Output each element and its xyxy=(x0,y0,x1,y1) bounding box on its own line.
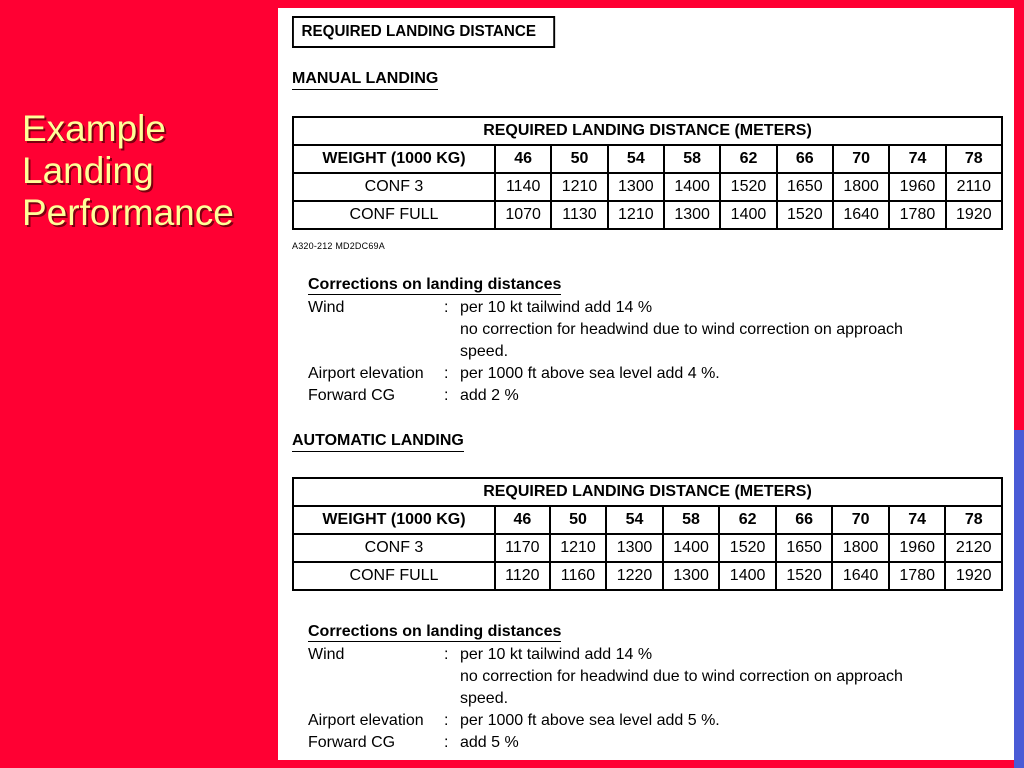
correction-colon: : xyxy=(444,299,449,316)
weight-col: 46 xyxy=(495,145,551,173)
table-cell: 1300 xyxy=(663,562,720,590)
table-cell: 1400 xyxy=(664,173,720,201)
weight-col: 66 xyxy=(776,506,833,534)
table-cell: 1140 xyxy=(495,173,551,201)
table-cell: 1520 xyxy=(720,173,776,201)
table-cell: 1400 xyxy=(663,534,720,562)
slide-title-line: Landing xyxy=(22,150,154,191)
correction-line: speed. xyxy=(460,690,509,707)
weight-col: 58 xyxy=(663,506,720,534)
decorative-blue-bar xyxy=(1014,430,1024,768)
table-cell: 1300 xyxy=(664,201,720,229)
correction-line: add 5 % xyxy=(460,734,519,751)
weight-col: 62 xyxy=(719,506,776,534)
automatic-corrections xyxy=(308,623,998,754)
correction-text xyxy=(460,297,998,363)
table-cell: 1210 xyxy=(551,173,607,201)
document-heading: REQUIRED LANDING DISTANCE xyxy=(292,16,555,48)
table-cell: 1300 xyxy=(608,173,664,201)
correction-line: add 2 % xyxy=(460,387,519,404)
weight-col: 70 xyxy=(832,506,889,534)
table-row xyxy=(293,173,1002,201)
correction-colon: : xyxy=(444,646,449,663)
table-cell: 2120 xyxy=(945,534,1002,562)
table-cell: 1400 xyxy=(720,201,776,229)
table-cell: 1120 xyxy=(495,562,550,590)
row-label: CONF FULL xyxy=(293,201,495,229)
table-cell: 1300 xyxy=(606,534,663,562)
correction-label: Forward CG xyxy=(308,387,396,404)
weight-col: 50 xyxy=(550,506,607,534)
table-row xyxy=(293,201,1002,229)
weight-col: 74 xyxy=(889,145,945,173)
correction-label: Wind xyxy=(308,646,345,663)
automatic-landing-table xyxy=(292,477,1003,591)
table-caption: REQUIRED LANDING DISTANCE (METERS) xyxy=(293,117,1002,145)
row-label: CONF 3 xyxy=(293,534,495,562)
table-cell: 1220 xyxy=(606,562,663,590)
correction-label: Airport elevation xyxy=(308,712,424,729)
weight-col: 70 xyxy=(833,145,889,173)
correction-row xyxy=(308,385,998,407)
weight-col: 74 xyxy=(889,506,946,534)
table-cell: 2110 xyxy=(946,173,1002,201)
table-row xyxy=(293,562,1002,590)
table-cell: 1170 xyxy=(495,534,550,562)
table-cell: 1520 xyxy=(719,534,776,562)
manual-corrections xyxy=(308,276,998,407)
table-row xyxy=(293,534,1002,562)
correction-line: per 10 kt tailwind add 14 % xyxy=(460,646,653,663)
row-label: CONF FULL xyxy=(293,562,495,590)
table-cell: 1960 xyxy=(889,534,946,562)
correction-line: no correction for headwind due to wind correction on approach xyxy=(460,668,903,685)
table-cell: 1780 xyxy=(889,201,945,229)
correction-line: per 10 kt tailwind add 14 % xyxy=(460,299,653,316)
slide-title-line: Performance xyxy=(22,192,234,233)
corrections-title: Corrections on landing distances xyxy=(308,276,562,293)
correction-label: Wind xyxy=(308,299,345,316)
document-image xyxy=(278,8,1014,760)
correction-colon: : xyxy=(444,387,449,404)
weight-col: 78 xyxy=(945,506,1002,534)
automatic-landing-title: AUTOMATIC LANDING xyxy=(292,432,464,452)
weight-col: 46 xyxy=(495,506,550,534)
correction-row xyxy=(308,710,998,732)
correction-label: Forward CG xyxy=(308,734,396,751)
table-cell: 1800 xyxy=(833,173,889,201)
correction-colon: : xyxy=(444,734,449,751)
table-cell: 1070 xyxy=(495,201,551,229)
table-cell: 1780 xyxy=(889,562,946,590)
weight-col: 54 xyxy=(608,145,664,173)
weight-header: WEIGHT (1000 KG) xyxy=(293,145,495,173)
table-cell: 1920 xyxy=(945,562,1002,590)
weight-col: 58 xyxy=(664,145,720,173)
table-cell: 1130 xyxy=(551,201,607,229)
weight-col: 62 xyxy=(720,145,776,173)
document-code: A320-212 MD2DC69A xyxy=(292,241,385,251)
table-cell: 1800 xyxy=(832,534,889,562)
slide-title xyxy=(22,108,234,234)
weight-col: 50 xyxy=(551,145,607,173)
correction-colon: : xyxy=(444,712,449,729)
correction-text xyxy=(460,644,998,710)
table-cell: 1210 xyxy=(550,534,607,562)
correction-colon: : xyxy=(444,365,449,382)
corrections-title: Corrections on landing distances xyxy=(308,623,562,640)
slide-title-line: Example xyxy=(22,108,166,149)
correction-row xyxy=(308,297,998,363)
weight-col: 54 xyxy=(606,506,663,534)
weight-header: WEIGHT (1000 KG) xyxy=(293,506,495,534)
correction-label: Airport elevation xyxy=(308,365,424,382)
correction-line: speed. xyxy=(460,343,509,360)
table-cell: 1960 xyxy=(889,173,945,201)
table-cell: 1400 xyxy=(719,562,776,590)
table-cell: 1210 xyxy=(608,201,664,229)
table-cell: 1640 xyxy=(832,562,889,590)
table-cell: 1640 xyxy=(833,201,889,229)
weight-col: 78 xyxy=(946,145,1002,173)
table-cell: 1520 xyxy=(777,201,833,229)
table-cell: 1160 xyxy=(550,562,607,590)
correction-line: per 1000 ft above sea level add 4 %. xyxy=(460,365,720,382)
correction-line: per 1000 ft above sea level add 5 %. xyxy=(460,712,720,729)
table-cell: 1650 xyxy=(776,534,833,562)
correction-line: no correction for headwind due to wind correction on approach xyxy=(460,321,903,338)
row-label: CONF 3 xyxy=(293,173,495,201)
table-cell: 1920 xyxy=(946,201,1002,229)
table-cell: 1650 xyxy=(777,173,833,201)
correction-row xyxy=(308,363,998,385)
weight-col: 66 xyxy=(777,145,833,173)
table-cell: 1520 xyxy=(776,562,833,590)
table-caption: REQUIRED LANDING DISTANCE (METERS) xyxy=(293,478,1002,506)
manual-landing-table xyxy=(292,116,1003,230)
correction-row xyxy=(308,644,998,710)
manual-landing-title: MANUAL LANDING xyxy=(292,70,438,90)
correction-row xyxy=(308,732,998,754)
